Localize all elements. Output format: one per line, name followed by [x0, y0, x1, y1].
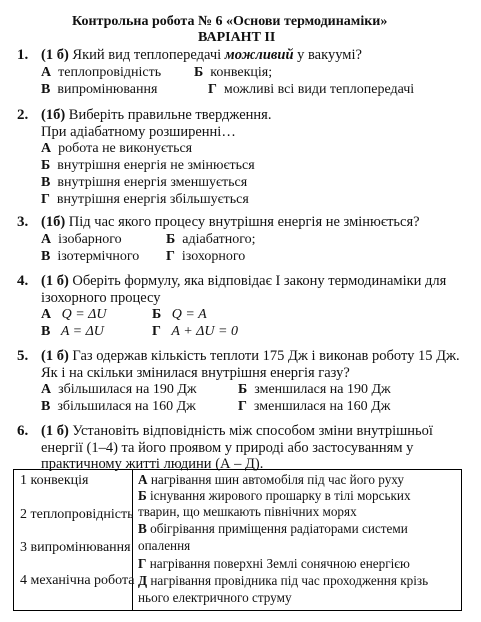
option-text: конвекція;: [210, 65, 273, 80]
matching-left-item-4[interactable]: 4 механічна робота: [20, 573, 135, 588]
option-letter: Г: [208, 82, 217, 97]
question-text-line: Як і на скільки змінилася внутрішня енергія газу?: [41, 365, 350, 381]
option-b[interactable]: [152, 307, 207, 323]
question-text-part: Виберіть правильне твердження.: [68, 107, 272, 123]
question-points: (1б): [41, 107, 66, 123]
question-text-part: Який вид теплопередачі: [72, 47, 225, 63]
option-g[interactable]: [41, 192, 249, 208]
option-letter: Д: [138, 573, 148, 588]
option-v[interactable]: [41, 249, 139, 265]
option-g[interactable]: [166, 249, 245, 265]
question-points: (1 б): [41, 348, 69, 364]
option-v[interactable]: [41, 175, 247, 191]
option-v[interactable]: [41, 324, 104, 340]
option-b[interactable]: [238, 382, 391, 398]
matching-left-item-2[interactable]: 2 теплопровідність: [20, 507, 134, 522]
option-letter: В: [138, 521, 147, 536]
option-formula: Q = ΔU: [61, 307, 107, 322]
option-letter: А: [138, 472, 148, 487]
question-text-part: Під час якого процесу внутрішня енергія не змінюється?: [68, 214, 420, 230]
option-letter: А: [41, 141, 52, 156]
matching-right-item-a[interactable]: [138, 472, 404, 488]
question-text: [41, 423, 433, 440]
worksheet-title: Контрольна робота № 6 «Основи термодинаміки»: [72, 14, 388, 29]
option-letter: А: [41, 65, 52, 80]
question-text: [41, 348, 460, 365]
option-letter: Г: [152, 324, 161, 339]
option-letter: Г: [166, 249, 175, 264]
option-b[interactable]: [194, 65, 272, 81]
question-text-line: енергії (1–4) та його проявом у природі або застосуванням у: [41, 440, 414, 456]
question-points: (1 б): [41, 47, 69, 63]
matching-right-item-v[interactable]: [138, 521, 408, 537]
matching-left-column: [14, 470, 133, 611]
option-formula: Q = A: [171, 307, 207, 322]
option-text: збільшилася на 160 Дж: [57, 399, 196, 414]
option-g[interactable]: [238, 399, 390, 415]
matching-right-item-b-line2: тварин, що мешкають північних морях: [138, 504, 357, 519]
question-subtext: При адіабатному розширенні…: [41, 124, 236, 140]
matching-table: [13, 469, 462, 611]
option-text: можливі всі види теплопередачі: [223, 82, 415, 97]
option-text: внутрішня енергія не змінюється: [57, 158, 255, 173]
option-text: теплопровідність: [58, 65, 162, 80]
option-letter: А: [41, 232, 52, 247]
question-text-part: Оберіть формулу, яка відповідає І закону термодинаміки для: [72, 273, 447, 289]
option-letter: А: [41, 382, 52, 397]
option-v[interactable]: [41, 399, 196, 415]
option-a[interactable]: [41, 307, 107, 323]
question-text-line: ізохорного процесу: [41, 290, 161, 306]
option-formula: A = ΔU: [60, 324, 104, 339]
variant-label: ВАРІАНТ ІІ: [198, 30, 276, 45]
option-letter: В: [41, 82, 51, 97]
question-number: 5.: [17, 348, 29, 364]
option-text: випромінювання: [57, 82, 158, 97]
question-number: 3.: [17, 214, 29, 230]
question-text-part: у вакуумі?: [293, 47, 362, 63]
question-points: (1 б): [41, 423, 69, 439]
option-letter: Б: [238, 382, 248, 397]
question-text-part: Установіть відповідність між способом зміни внутрішньої: [72, 423, 433, 439]
option-text: обігрівання приміщення радіаторами системи: [150, 521, 408, 536]
question-text: [41, 107, 271, 124]
option-text: внутрішня енергія зменшується: [57, 175, 248, 190]
question-number: 6.: [17, 423, 29, 439]
matching-right-item-b[interactable]: [138, 488, 411, 504]
option-a[interactable]: [41, 65, 161, 81]
option-letter: В: [41, 324, 51, 339]
matching-right-item-g[interactable]: [138, 556, 410, 572]
question-emphasis: можливий: [224, 47, 294, 63]
option-letter: В: [41, 399, 51, 414]
question-number: 2.: [17, 107, 29, 123]
option-letter: В: [41, 249, 51, 264]
matching-right-item-v-line2: опалення: [138, 538, 191, 553]
option-g[interactable]: [152, 324, 238, 340]
option-formula: A + ΔU = 0: [171, 324, 238, 339]
question-text: [41, 273, 446, 290]
question-text-part: Газ одержав кількість теплоти 175 Дж і виконав роботу 15 Дж.: [72, 348, 460, 364]
option-text: нагрівання поверхні Землі сонячною енергією: [149, 556, 410, 571]
question-points: (1б): [41, 214, 66, 230]
matching-left-item-1[interactable]: 1 конвекція: [20, 473, 89, 488]
option-letter: Г: [238, 399, 247, 414]
question-text-line: практичному житті людини (А – Д).: [41, 456, 264, 472]
question-number: 1.: [17, 47, 29, 63]
option-text: робота не виконується: [58, 141, 193, 156]
option-letter: В: [41, 175, 51, 190]
option-letter: Б: [194, 65, 204, 80]
question-text: [41, 47, 362, 64]
option-v[interactable]: [41, 82, 157, 98]
question-points: (1 б): [41, 273, 69, 289]
option-text: зменшилася на 160 Дж: [253, 399, 391, 414]
option-b[interactable]: [41, 158, 255, 174]
option-text: нагрівання провідника під час проходження крізь: [150, 573, 429, 588]
option-text: ізобарного: [58, 232, 122, 247]
option-text: нагрівання шин автомобіля під час його руху: [150, 472, 404, 487]
option-letter: Б: [152, 307, 162, 322]
matching-right-item-d-line2: нього електричного струму: [138, 590, 292, 605]
option-letter: Б: [138, 488, 147, 503]
matching-right-column: [133, 470, 462, 611]
option-b[interactable]: [166, 232, 256, 248]
option-letter: А: [41, 307, 52, 322]
option-text: внутрішня енергія збільшується: [56, 192, 249, 207]
matching-left-item-3[interactable]: 3 випромінювання: [20, 540, 131, 555]
option-letter: Б: [166, 232, 176, 247]
question-number: 4.: [17, 273, 29, 289]
option-text: ізохорного: [181, 249, 246, 264]
option-a[interactable]: [41, 232, 122, 248]
option-text: зменшилася на 190 Дж: [254, 382, 391, 397]
option-letter: Б: [41, 158, 51, 173]
option-text: ізотермічного: [57, 249, 140, 264]
option-text: існування жирового прошарку в тілі морських: [150, 488, 411, 503]
option-text: збільшилася на 190 Дж: [58, 382, 197, 397]
matching-right-item-d[interactable]: [138, 573, 428, 589]
option-letter: Г: [138, 556, 147, 571]
option-g[interactable]: [208, 82, 414, 98]
option-a[interactable]: [41, 141, 192, 157]
option-text: адіабатного;: [182, 232, 256, 247]
option-a[interactable]: [41, 382, 197, 398]
option-letter: Г: [41, 192, 50, 207]
question-text: [41, 214, 420, 231]
